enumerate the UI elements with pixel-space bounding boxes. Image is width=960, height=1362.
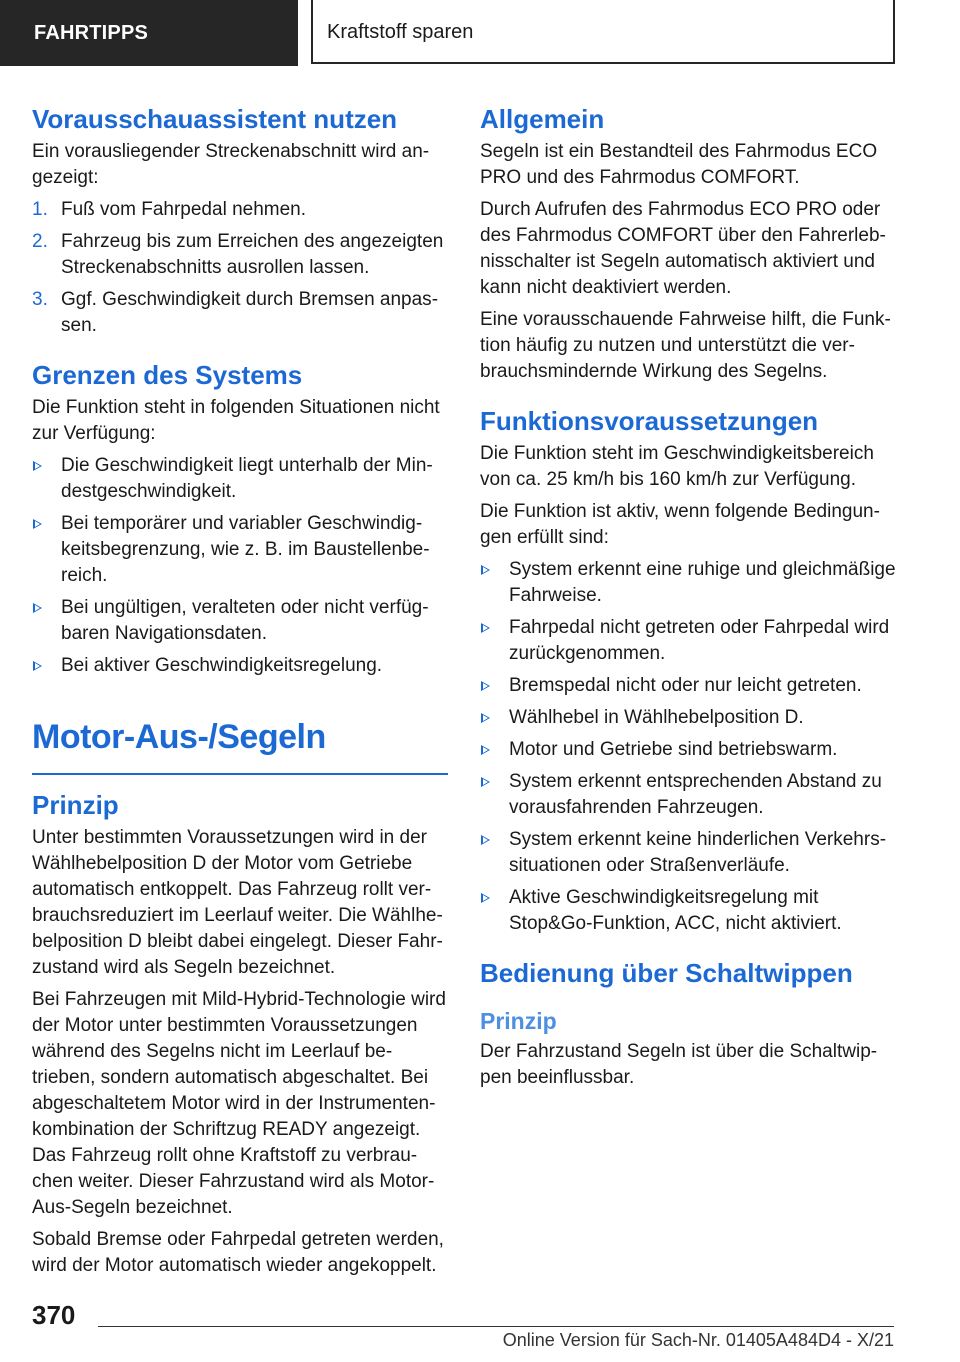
step-number: 2. <box>32 231 48 252</box>
right-column <box>480 101 896 1097</box>
footer-divider <box>98 1326 894 1327</box>
triangle-bullet-icon <box>481 745 490 755</box>
page-footer <box>0 1294 960 1362</box>
heading-vorausschauassistent: Vorausschauassistent nutzen <box>32 104 398 134</box>
list-item <box>32 197 448 223</box>
page-number: 370 <box>32 1300 76 1330</box>
heading-prinzip: Prinzip <box>32 790 119 820</box>
triangle-bullet-icon <box>33 461 42 471</box>
heading-motor-aus-segeln: Motor-Aus-/Segeln <box>32 715 448 775</box>
step-number: 3. <box>32 289 48 310</box>
list-item <box>480 705 896 731</box>
triangle-bullet-icon <box>33 603 42 613</box>
step-text: Ggf. Geschwindigkeit durch Bremsen anpassen. <box>61 289 439 336</box>
triangle-bullet-icon <box>481 681 490 691</box>
item-text: Fahrpedal nicht getreten oder Fahrpedal wird zurückgenommen. <box>509 617 890 664</box>
list-item <box>32 653 448 679</box>
paragraph: Segeln ist ein Bestandteil des Fahrmodus ECO PRO und des Fahrmodus COMFORT. <box>480 141 878 188</box>
item-text: Die Geschwindigkeit liegt unterhalb der Mindestgeschwindigkeit. <box>61 455 433 502</box>
triangle-bullet-icon <box>481 623 490 633</box>
triangle-bullet-icon <box>481 565 490 575</box>
list-item <box>32 453 448 505</box>
heading-grenzen: Grenzen des Systems <box>32 360 303 390</box>
item-text: System erkennt eine ruhige und gleichmäßige Fahrweise. <box>509 559 896 606</box>
triangle-bullet-icon <box>481 777 490 787</box>
item-text: System erkennt keine hinderlichen Verkehrssituationen oder Straßenverläufe. <box>509 829 887 876</box>
paragraph: Die Funktion steht im Geschwindigkeitsbereich von ca. 25 km/h bis 160 km/h zur Verfügung. <box>480 443 874 490</box>
page-header <box>0 0 960 66</box>
paragraph: Sobald Bremse oder Fahrpedal getreten werden, wird der Motor automatisch wieder angekoppelt. <box>32 1229 444 1276</box>
heading-bedienung-schaltwippen: Bedienung über Schaltwippen <box>480 958 853 988</box>
section-title: Kraftstoff sparen <box>311 0 895 64</box>
paragraph: Eine vorausschauende Fahrweise hilft, die Funktion häufig zu nutzen und unterstützt die verbrauchsmindernde Wirkung des Segelns. <box>480 309 891 382</box>
paragraph: Durch Aufrufen des Fahrmodus ECO PRO oder des Fahrmodus COMFORT über den Fahrerlebnisschalter ist Segeln automatisch aktiviert und kann nicht deaktiviert werden. <box>480 199 886 298</box>
bullet-list <box>480 557 896 937</box>
heading-allgemein: Allgemein <box>480 104 605 134</box>
paragraph: Die Funktion steht in folgenden Situationen nicht zur Verfügung: <box>32 397 440 444</box>
subheading-prinzip: Prinzip <box>480 1008 557 1034</box>
list-item <box>32 287 448 339</box>
paragraph: Ein vorausliegender Streckenabschnitt wird angezeigt: <box>32 141 430 188</box>
triangle-bullet-icon <box>481 893 490 903</box>
left-column <box>32 101 448 1285</box>
step-text: Fuß vom Fahrpedal nehmen. <box>61 199 307 220</box>
item-text: Bei aktiver Geschwindigkeitsregelung. <box>61 655 383 676</box>
step-text: Fahrzeug bis zum Erreichen des angezeigten Streckenabschnitts ausrollen lassen. <box>61 231 444 278</box>
list-item <box>480 557 896 609</box>
heading-funktionsvoraussetzungen: Funktionsvoraussetzungen <box>480 406 819 436</box>
list-item <box>32 595 448 647</box>
steps-list <box>32 197 448 339</box>
list-item <box>32 229 448 281</box>
item-text: Bremspedal nicht oder nur leicht getreten. <box>509 675 862 696</box>
list-item <box>480 885 896 937</box>
triangle-bullet-icon <box>481 713 490 723</box>
paragraph: Die Funktion ist aktiv, wenn folgende Bedingungen erfüllt sind: <box>480 501 880 548</box>
triangle-bullet-icon <box>33 661 42 671</box>
paragraph: Der Fahrzustand Segeln ist über die Schaltwippen beeinflussbar. <box>480 1041 878 1088</box>
item-text: Aktive Geschwindigkeitsregelung mit Stop&Go-Funktion, ACC, nicht aktiviert. <box>509 887 842 934</box>
triangle-bullet-icon <box>481 835 490 845</box>
paragraph: Unter bestimmten Voraussetzungen wird in der Wählhebelposition D der Motor vom Getriebe automatisch entkoppelt. Das Fahrzeug rollt verbrauchsreduziert im Leerlauf weiter. Die Wählhebelposition D bleibt dabei eingelegt. Dieser Fahrzustand wird als Segeln bezeichnet. <box>32 827 443 978</box>
paragraph: Bei Fahrzeugen mit Mild-Hybrid-Technologie wird der Motor unter bestimmten Voraussetzungen während des Segelns nicht im Leerlauf betrieben, sondern automatisch abgeschaltet. Bei abgeschaltetem Motor wird in der Instrumentenkombination der Schriftzug READY angezeigt. Das Fahrzeug rollt ohne Kraftstoff zu verbrauchen weiter. Dieser Fahrzustand wird als Motor-Aus-Segeln bezeichnet. <box>32 989 446 1218</box>
step-number: 1. <box>32 199 48 220</box>
item-text: Motor und Getriebe sind betriebswarm. <box>509 739 838 760</box>
list-item <box>480 827 896 879</box>
list-item <box>480 615 896 667</box>
list-item <box>480 769 896 821</box>
bullet-list <box>32 453 448 679</box>
list-item <box>480 673 896 699</box>
list-item <box>480 737 896 763</box>
list-item <box>32 511 448 589</box>
item-text: Bei ungültigen, veralteten oder nicht verfügbaren Navigationsdaten. <box>61 597 429 644</box>
item-text: Bei temporärer und variabler Geschwindigkeitsbegrenzung, wie z. B. im Baustellenbereich. <box>61 513 430 586</box>
chapter-label: FAHRTIPPS <box>0 0 298 66</box>
triangle-bullet-icon <box>33 519 42 529</box>
footer-version-text: Online Version für Sach-Nr. 01405A484D4 - X/21 <box>502 1330 894 1350</box>
item-text: System erkennt entsprechenden Abstand zu vorausfahrenden Fahrzeugen. <box>509 771 882 818</box>
item-text: Wählhebel in Wählhebelposition D. <box>509 707 804 728</box>
